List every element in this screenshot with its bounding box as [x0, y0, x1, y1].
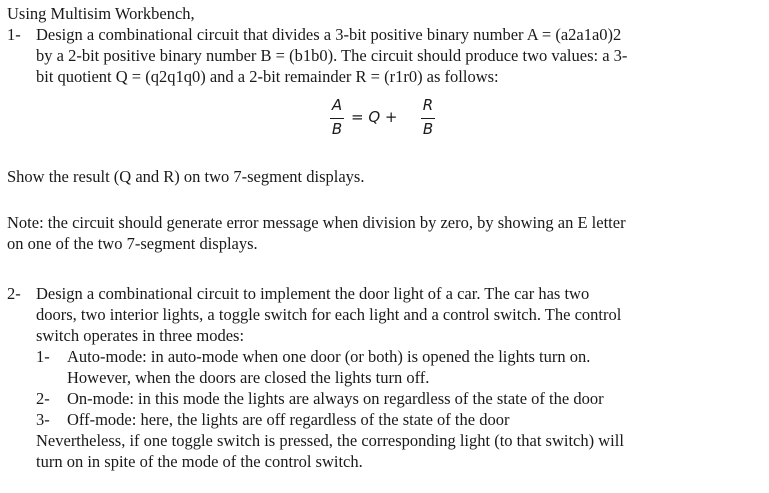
mode-1-line-1: Auto-mode: in auto-mode when one door (or both) is opened the lights turn on. [67, 347, 591, 366]
question-1-line-3: bit quotient Q = (q2q1q0) and a 2-bit remainder R = (r1r0) as follows: [36, 67, 499, 86]
question-1-line-1: Design a combinational circuit that divides a 3-bit positive binary number A = (a2a1a0)2 [36, 25, 622, 44]
fraction-numerator-a: A [331, 96, 343, 114]
mode-1-line-2: However, when the doors are closed the lights turn off. [67, 368, 430, 387]
mode-3-number: 3- [36, 410, 50, 429]
fraction-bar [421, 118, 435, 119]
question-1-line-2: by a 2-bit positive binary number B = (b1b0). The circuit should produce two values: a 3- [36, 46, 628, 65]
note-line-2: on one of the two 7-segment displays. [7, 234, 258, 253]
nevertheless-line-1: Nevertheless, if one toggle switch is pressed, the corresponding light (to that switch) will [36, 431, 624, 450]
fraction-denominator-b: B [422, 120, 434, 138]
fraction-numerator-r: R [422, 96, 434, 114]
note-line-1: Note: the circuit should generate error message when division by zero, by showing an E letter [7, 213, 626, 232]
fraction-denominator-b: B [331, 120, 343, 138]
mode-2-line-1: On-mode: in this mode the lights are always on regardless of the state of the door [67, 389, 604, 408]
show-result-text: Show the result (Q and R) on two 7-segment displays. [7, 167, 365, 186]
intro-text: Using Multisim Workbench, [7, 4, 195, 23]
question-2-line-3: switch operates in three modes: [36, 326, 245, 345]
question-2-line-1: Design a combinational circuit to implement the door light of a car. The car has two [36, 284, 590, 303]
mode-2-number: 2- [36, 389, 50, 408]
question-1-number: 1- [7, 25, 21, 44]
question-2-number: 2- [7, 284, 21, 303]
mode-3-line-1: Off-mode: here, the lights are off regardless of the state of the door [67, 410, 510, 429]
formula-equals-q-plus: = Q + [351, 108, 398, 126]
question-2-line-2: doors, two interior lights, a toggle switch for each light and a control switch. The control [36, 305, 622, 324]
fraction-bar [330, 118, 344, 119]
mode-1-number: 1- [36, 347, 50, 366]
division-formula [329, 96, 441, 144]
nevertheless-line-2: turn on in spite of the mode of the control switch. [36, 452, 363, 471]
